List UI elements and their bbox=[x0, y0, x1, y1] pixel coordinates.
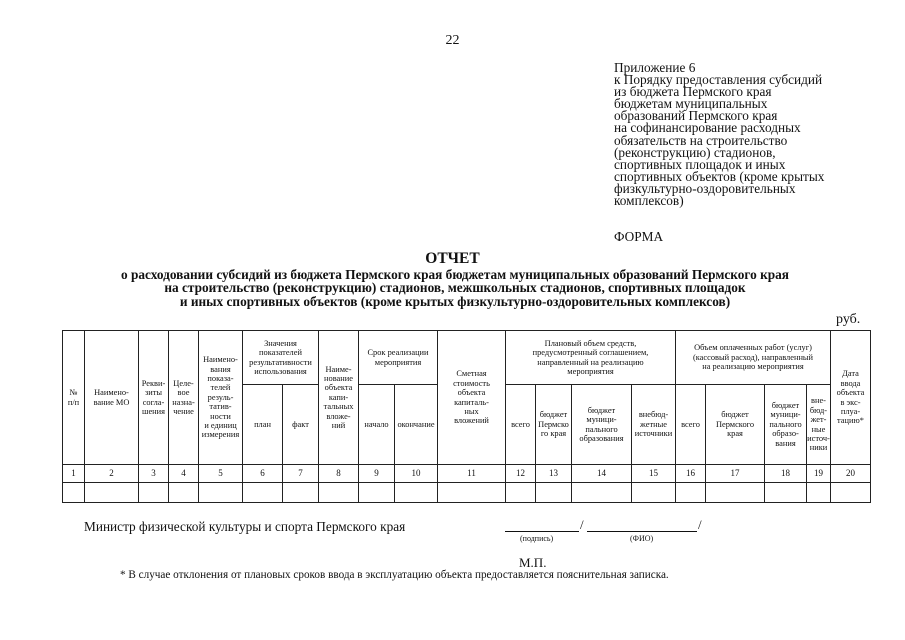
header-cell-paid-extrabudget: вне- бюд- жет- ные источ- ники bbox=[807, 385, 831, 465]
signature-slash: / bbox=[580, 517, 584, 532]
column-number-cell: 17 bbox=[706, 465, 765, 483]
header-cell-object-name: Наиме- нование объекта капи- тальных вложе- ний bbox=[319, 331, 359, 465]
appendix-block bbox=[614, 62, 874, 207]
table-cell bbox=[506, 483, 536, 503]
page-number: 22 bbox=[445, 33, 460, 48]
column-number-cell: 15 bbox=[632, 465, 676, 483]
column-number-cell: 8 bbox=[319, 465, 359, 483]
appendix-line: (реконструкцию) стадионов, bbox=[614, 144, 776, 160]
header-cell-indicator-values: Значения показателей результативности использования bbox=[243, 331, 319, 385]
report-title: ОТЧЕТ bbox=[425, 250, 480, 267]
column-number-cell: 19 bbox=[807, 465, 831, 483]
appendix-line: спортивных площадок и иных bbox=[614, 156, 786, 172]
column-number-cell: 5 bbox=[199, 465, 243, 483]
report-subtitle-line: о расходовании субсидий из бюджета Пермского края бюджетам муниципальных образований Пермского края bbox=[120, 267, 789, 282]
currency-label: руб. bbox=[836, 312, 861, 327]
column-number-cell: 14 bbox=[572, 465, 632, 483]
appendix-line: бюджетам муниципальных bbox=[614, 96, 768, 112]
appendix-line: комплексов) bbox=[614, 193, 684, 209]
header-cell-commissioning-date: Дата ввода объекта в экс- плуа- тацию* bbox=[831, 331, 871, 465]
header-cell-paid-regional: бюджет Пермского края bbox=[706, 385, 765, 465]
name-line bbox=[587, 531, 697, 532]
table-cell bbox=[85, 483, 139, 503]
header-cell-indicators: Наимено- вания показа- телей резуль- татив- ности и единиц измерения bbox=[199, 331, 243, 465]
column-number-cell: 12 bbox=[506, 465, 536, 483]
stamp-place-label: М.П. bbox=[519, 555, 547, 570]
table-cell bbox=[536, 483, 572, 503]
header-cell-plan: план bbox=[243, 385, 283, 465]
header-cell-estimated-cost: Сметная стоимость объекта капиталь- ных вложений bbox=[438, 331, 506, 465]
appendix-line: обязательств на строительство bbox=[614, 132, 788, 148]
signature-line bbox=[505, 531, 579, 532]
appendix-line: образований Пермского края bbox=[614, 108, 778, 124]
table-cell bbox=[572, 483, 632, 503]
column-number-cell: 10 bbox=[395, 465, 438, 483]
header-cell-end: окончание bbox=[395, 385, 438, 465]
column-number-cell: 13 bbox=[536, 465, 572, 483]
table-cell bbox=[243, 483, 283, 503]
report-subtitle-line: на строительство (реконструкцию) стадионов, межшкольных стадионов, спортивных площадок bbox=[164, 280, 746, 296]
table-cell bbox=[319, 483, 359, 503]
report-subtitle bbox=[40, 268, 870, 308]
table-cell bbox=[438, 483, 506, 503]
appendix-line: на софинансирование расходных bbox=[614, 120, 801, 136]
header-cell-planned-regional: бюджет Пермско го края bbox=[536, 385, 572, 465]
table-cell bbox=[831, 483, 871, 503]
table-cell bbox=[765, 483, 807, 503]
column-number-cell: 9 bbox=[359, 465, 395, 483]
appendix-line: спортивных объектов (кроме крытых bbox=[614, 168, 825, 184]
header-cell-term: Срок реализации мероприятия bbox=[359, 331, 438, 385]
appendix-line: физкультурно-оздоровительных bbox=[614, 180, 796, 196]
header-cell-planned-total: всего bbox=[506, 385, 536, 465]
table-row-empty bbox=[63, 483, 871, 503]
table-cell bbox=[676, 483, 706, 503]
header-cell-start: начало bbox=[359, 385, 395, 465]
header-cell-fact: факт bbox=[283, 385, 319, 465]
column-number-cell: 11 bbox=[438, 465, 506, 483]
table-cell bbox=[359, 483, 395, 503]
column-number-cell: 1 bbox=[63, 465, 85, 483]
appendix-line: из бюджета Пермского края bbox=[614, 84, 772, 100]
table-cell bbox=[283, 483, 319, 503]
header-cell-purpose: Целе- вое назна- чение bbox=[169, 331, 199, 465]
form-label: ФОРМА bbox=[614, 229, 664, 244]
report-subtitle-line: и иных спортивных объектов (кроме крытых физкультурно-оздоровительных комплексов) bbox=[179, 293, 731, 309]
header-cell-paid-total: всего bbox=[676, 385, 706, 465]
header-cell-mo-name: Наимено- вание МО bbox=[85, 331, 139, 465]
name-slash: / bbox=[698, 517, 702, 532]
header-cell-paid-works: Объем оплаченных работ (услуг) (кассовый расход), направленный на реализацию мероприятия bbox=[676, 331, 831, 385]
column-number-cell: 3 bbox=[139, 465, 169, 483]
table-cell bbox=[706, 483, 765, 503]
header-cell-planned-funds: Плановый объем средств, предусмотренный соглашением, направленный на реализацию мероприятия bbox=[506, 331, 676, 385]
table-cell bbox=[395, 483, 438, 503]
table-cell bbox=[632, 483, 676, 503]
appendix-line: Приложение 6 bbox=[614, 60, 696, 75]
column-number-cell: 6 bbox=[243, 465, 283, 483]
column-number-cell: 16 bbox=[676, 465, 706, 483]
column-number-cell: 7 bbox=[283, 465, 319, 483]
signature-caption: (подпись) bbox=[520, 534, 554, 543]
column-number-cell: 4 bbox=[169, 465, 199, 483]
table-cell bbox=[199, 483, 243, 503]
column-number-cell: 20 bbox=[831, 465, 871, 483]
column-number-cell: 2 bbox=[85, 465, 139, 483]
name-caption: (ФИО) bbox=[630, 534, 654, 543]
signature-label: Министр физической культуры и спорта Пермского края bbox=[84, 519, 406, 534]
footnote: * В случае отклонения от плановых сроков ввода в эксплуатацию объекта предоставляется пояснительная записка. bbox=[120, 569, 669, 581]
header-cell-number: № п/п bbox=[63, 331, 85, 465]
header-cell-planned-extrabudget: внебюд- жетные источники bbox=[632, 385, 676, 465]
table-cell bbox=[807, 483, 831, 503]
header-cell-agreement: Рекви- зиты согла- шения bbox=[139, 331, 169, 465]
table-cell bbox=[63, 483, 85, 503]
report-table bbox=[62, 330, 871, 503]
appendix-line: к Порядку предоставления субсидий bbox=[614, 72, 823, 88]
column-number-cell: 18 bbox=[765, 465, 807, 483]
table-cell bbox=[139, 483, 169, 503]
table-cell bbox=[169, 483, 199, 503]
header-cell-planned-municipal: бюджет муници- пального образования bbox=[572, 385, 632, 465]
header-cell-paid-municipal: бюджет муници- пального образо- вания bbox=[765, 385, 807, 465]
